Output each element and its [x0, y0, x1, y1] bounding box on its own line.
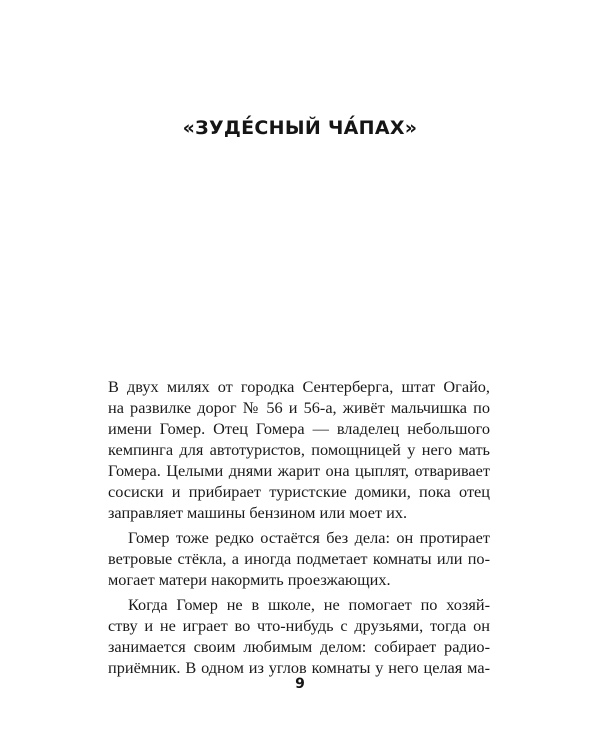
paragraph-2	[108, 527, 490, 590]
text-line: кемпинга для автотуристов, помощницей у него мать	[108, 440, 490, 459]
text-line: заправляет машины бензином или моет их.	[108, 503, 408, 522]
text-line: на развилке дорог № 56 и 56-а, живёт мальчишка по	[108, 398, 490, 417]
text-line: могает матери накормить проезжающих.	[108, 570, 391, 589]
text-line: сосиски и прибирает туристские домики, пока отец	[108, 482, 490, 501]
text-line: имени Гомер. Отец Гомера — владелец небольшого	[108, 419, 490, 438]
text-line: ветровые стёкла, а иногда подметает комнаты или по-	[108, 549, 490, 568]
text-line: Гомер тоже редко остаётся без дела: он протирает	[128, 528, 490, 547]
paragraph-1	[108, 376, 490, 523]
text-line: ству и не играет во что-нибудь с друзьями, тогда он	[108, 616, 490, 635]
text-line: Когда Гомер не в школе, не помогает по хозяй-	[128, 595, 490, 614]
body-text	[108, 376, 490, 678]
paragraph-3	[108, 594, 490, 678]
text-line: приёмник. В одном из углов комнаты у него целая ма-	[108, 658, 490, 677]
text-line: В двух милях от городка Сентерберга, штат Огайо,	[108, 377, 490, 396]
page-number: 9	[295, 676, 305, 692]
text-line: Гомера. Целыми днями жарит она цыплят, отваривает	[108, 461, 490, 480]
text-line: занимается своим любимым делом: собирает радио-	[108, 637, 490, 656]
chapter-title: «ЗУДЕ́СНЫЙ ЧА́ПАХ»	[182, 117, 418, 139]
